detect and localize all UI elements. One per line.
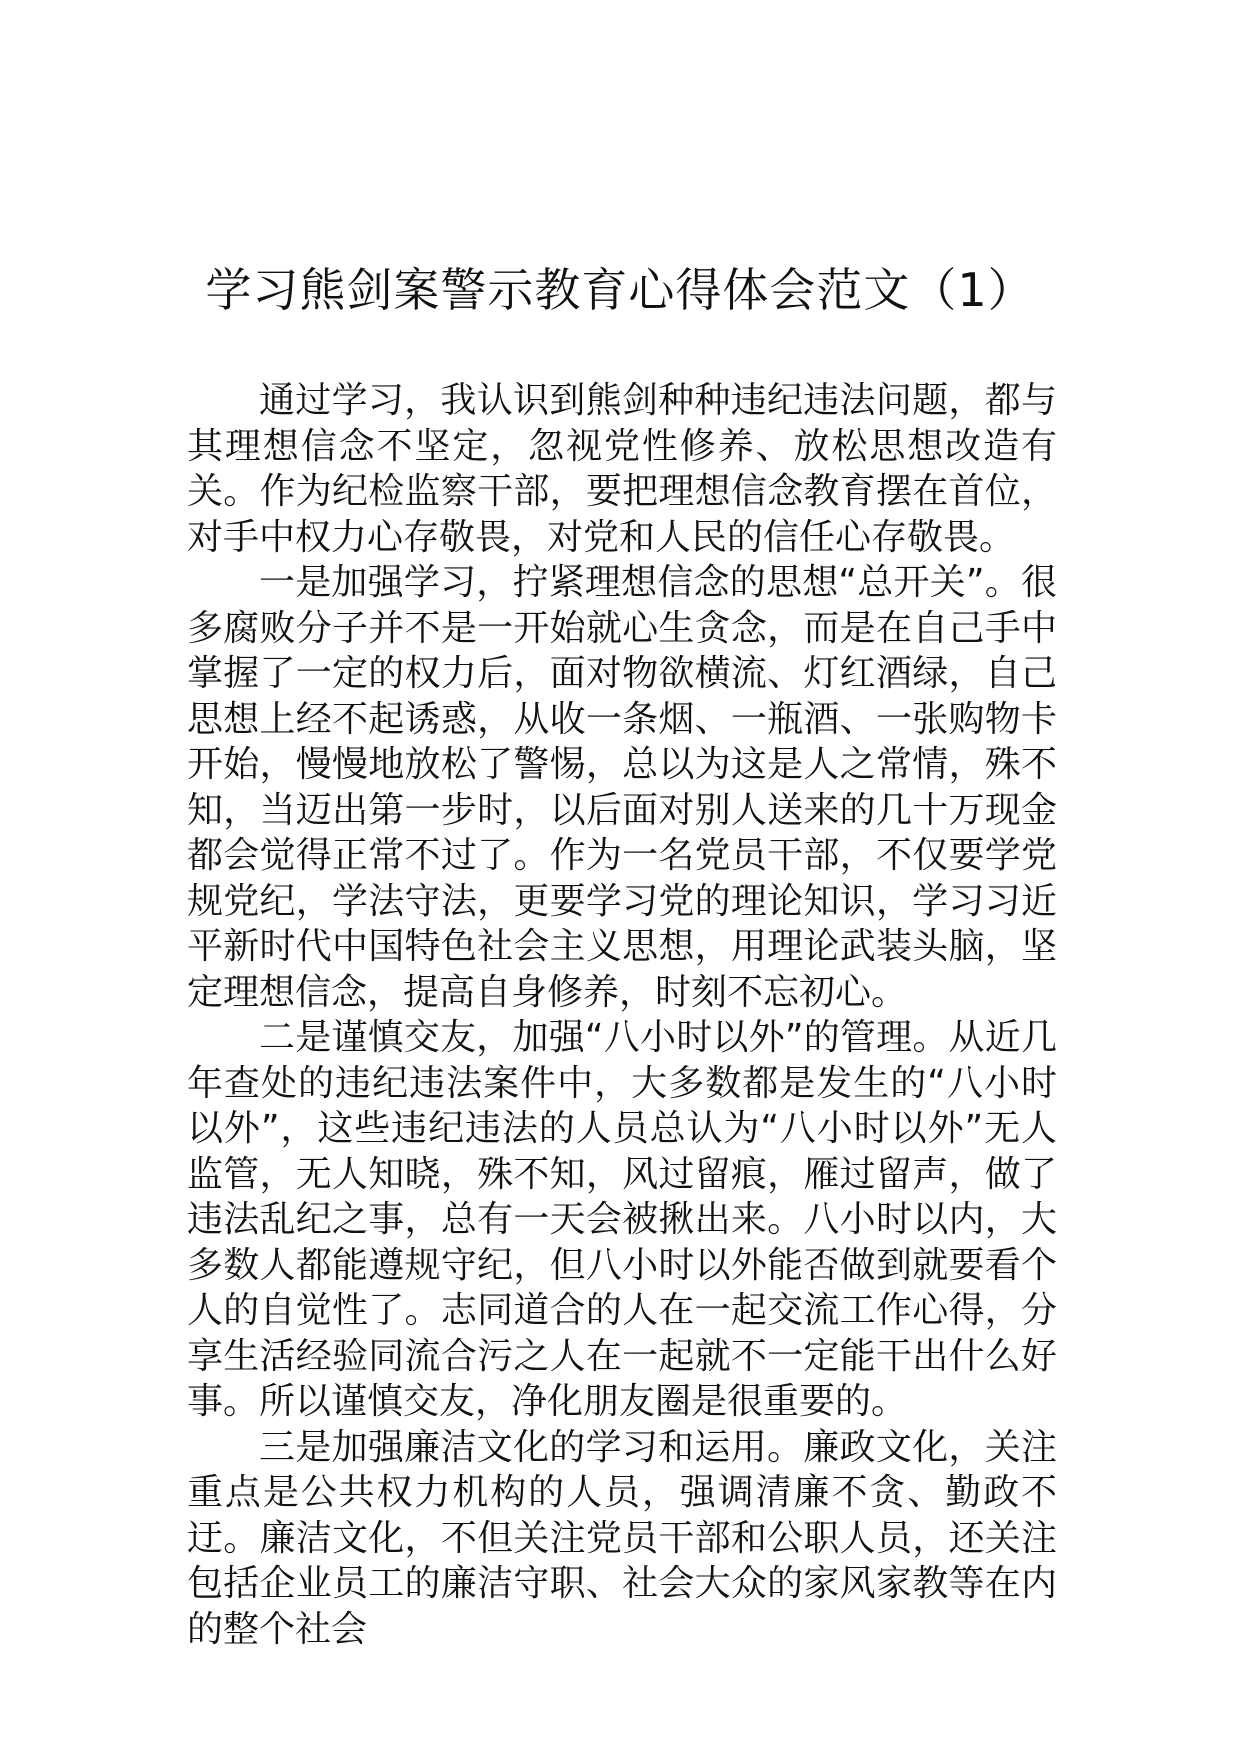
document-body <box>187 378 1057 1652</box>
paragraph-point-three: 三是加强廉洁文化的学习和运用。廉政文化，关注重点是公共权力机构的人员，强调清廉不贪、勤政不迂。廉洁文化，不但关注党员干部和公职人员，还关注包括企业员工的廉洁守职、社会大众的家风家教等在内的整个社会 <box>187 1426 1057 1650</box>
paragraph-intro: 通过学习，我认识到熊剑种种违纪违法问题，都与其理想信念不坚定，忽视党性修养、放松思想改造有关。作为纪检监察干部，要把理想信念教育摆在首位，对手中权力心存敬畏，对党和人民的信任心存敬畏。 <box>187 380 1057 558</box>
paragraph-point-two: 二是谨慎交友，加强“八小时以外”的管理。从近几年查处的违纪违法案件中，大多数都是发生的“八小时以外”，这些违纪违法的人员总认为“八小时以外”无人监管，无人知晓，殊不知，风过留痕，雁过留声，做了违法乱纪之事，总有一天会被揪出来。八小时以内，大多数人都能遵规守纪，但八小时以外能否做到就要看个人的自觉性了。志同道合的人在一起交流工作心得，分享生活经验同流合污之人在一起就不一定能干出什么好事。所以谨慎交友，净化朋友圈是很重要的。 <box>187 1017 1057 1422</box>
paragraph-point-one: 一是加强学习，拧紧理想信念的思想“总开关”。很多腐败分子并不是一开始就心生贪念，而是在自己手中掌握了一定的权力后，面对物欲横流、灯红酒绿，自己思想上经不起诱惑，从收一条烟、一瓶酒、一张购物卡开始，慢慢地放松了警惕，总以为这是人之常情，殊不知，当迈出第一步时，以后面对别人送来的几十万现金都会觉得正常不过了。作为一名党员干部，不仅要学党规党纪，学法守法，更要学习党的理论知识，学习习近平新时代中国特色社会主义思想，用理论武装头脑，坚定理想信念，提高自身修养，时刻不忘初心。 <box>187 562 1057 1013</box>
document-title: 学习熊剑案警示教育心得体会范文（1） <box>205 263 1035 317</box>
